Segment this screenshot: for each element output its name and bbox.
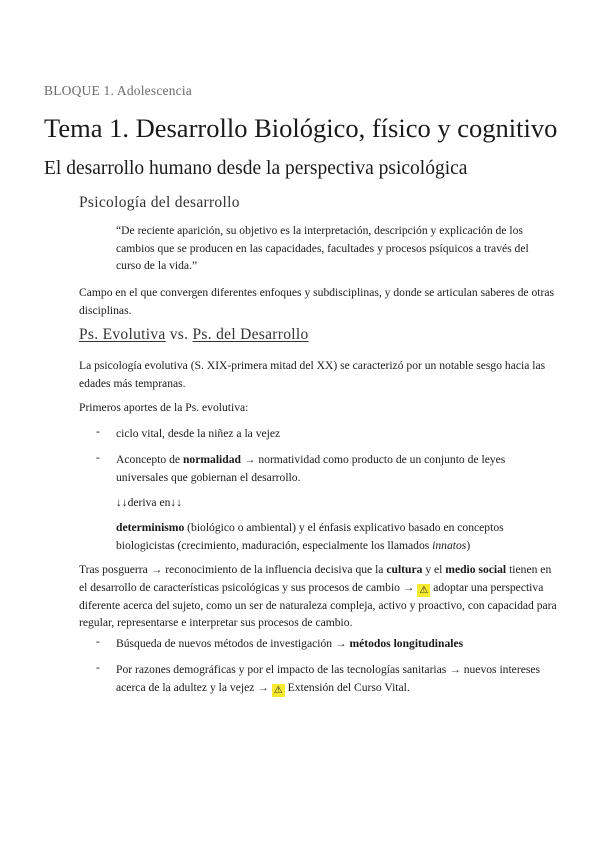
warning-icon: ⚠ [417, 584, 430, 597]
text-span: Búsqueda de nuevos métodos de investigación → [116, 637, 350, 650]
block-label: BLOQUE 1. Adolescencia [44, 83, 192, 98]
list-item-razones-demograficas [116, 661, 556, 697]
deriva-en-label: ↓↓deriva en↓↓ [116, 496, 182, 509]
text-span: → normatividad como producto de un conjunto de leyes universales que gobiernan el desarrollo. [116, 453, 506, 484]
bold-metodos-longitudinales: métodos longitudinales [349, 637, 464, 650]
bold-cultura: cultura [386, 563, 423, 576]
bullet-marker: - [96, 661, 100, 674]
heading-ps-evolutiva: Ps. Evolutiva [79, 326, 166, 343]
bold-determinismo: determinismo [116, 521, 185, 534]
subsection-heading-evolutiva-vs-desarrollo [79, 326, 309, 344]
page-title: Tema 1. Desarrollo Biológico, físico y cognitivo [44, 113, 558, 143]
bold-medio-social: medio social [445, 563, 507, 576]
paragraph-determinismo [116, 519, 556, 554]
text-span: y el [422, 563, 446, 576]
text-span: Tras posguerra → reconocimiento de la influencia decisiva que la [79, 563, 387, 576]
subsection-heading-psicologia-desarrollo: Psicología del desarrollo [79, 194, 240, 211]
text-span: Aconcepto de [116, 453, 183, 466]
paragraph-primeros-aportes: Primeros aportes de la Ps. evolutiva: [79, 401, 249, 414]
section-heading: El desarrollo humano desde la perspectiva psicológica [44, 158, 468, 179]
paragraph-campo: Campo en el que convergen diferentes enfoques y subdisciplinas, y donde se articulan saberes de otras disciplinas. [79, 286, 554, 317]
text-span: (biológico o ambiental) y el énfasis explicativo basado en conceptos biologicistas (crecimiento, maduración, especialmente los llamados [116, 521, 504, 552]
bullet-marker: - [96, 425, 100, 438]
text-span: tienen en el desarrollo de características psicológicas y sus procesos de cambio → [79, 563, 552, 594]
italic-innatos: innatos [432, 538, 467, 552]
warning-icon: ⚠ [272, 684, 285, 697]
bullet-marker: - [96, 635, 100, 648]
paragraph-evolutiva: La psicología evolutiva (S. XIX-primera mitad del XX) se caracterizó por un notable sesgo hacia las edades más tempranas. [79, 359, 546, 390]
text-span: Por razones demográficas y por el impacto de las tecnologías sanitarias → nuevos intereses acerca de la adultez y la vejez → [116, 663, 541, 694]
bullet-marker: - [96, 451, 100, 464]
list-item-normalidad [116, 451, 556, 486]
definition-quote: “De reciente aparición, su objetivo es la interpretación, descripción y explicación de los cambios que se producen en las capacidades, facultades y procesos psíquicos a través del curso de la vida.” [116, 224, 529, 272]
heading-vs: vs. [165, 326, 193, 343]
list-item-metodos [116, 635, 556, 653]
list-item-ciclo-vital: ciclo vital, desde la niñez a la vejez [116, 427, 281, 440]
heading-ps-desarrollo: Ps. del Desarrollo [192, 326, 309, 343]
text-span: adoptar una perspectiva diferente acerca del sujeto, como un ser de naturaleza compleja, activo y proactivo, con capacidad para regular, representarse e interpretar sus procesos de cambio. [79, 580, 557, 629]
paragraph-posguerra [79, 561, 557, 632]
bold-normalidad: normalidad [182, 453, 241, 466]
text-span: ) [466, 538, 471, 552]
text-span: Extensión del Curso Vital. [284, 680, 410, 694]
